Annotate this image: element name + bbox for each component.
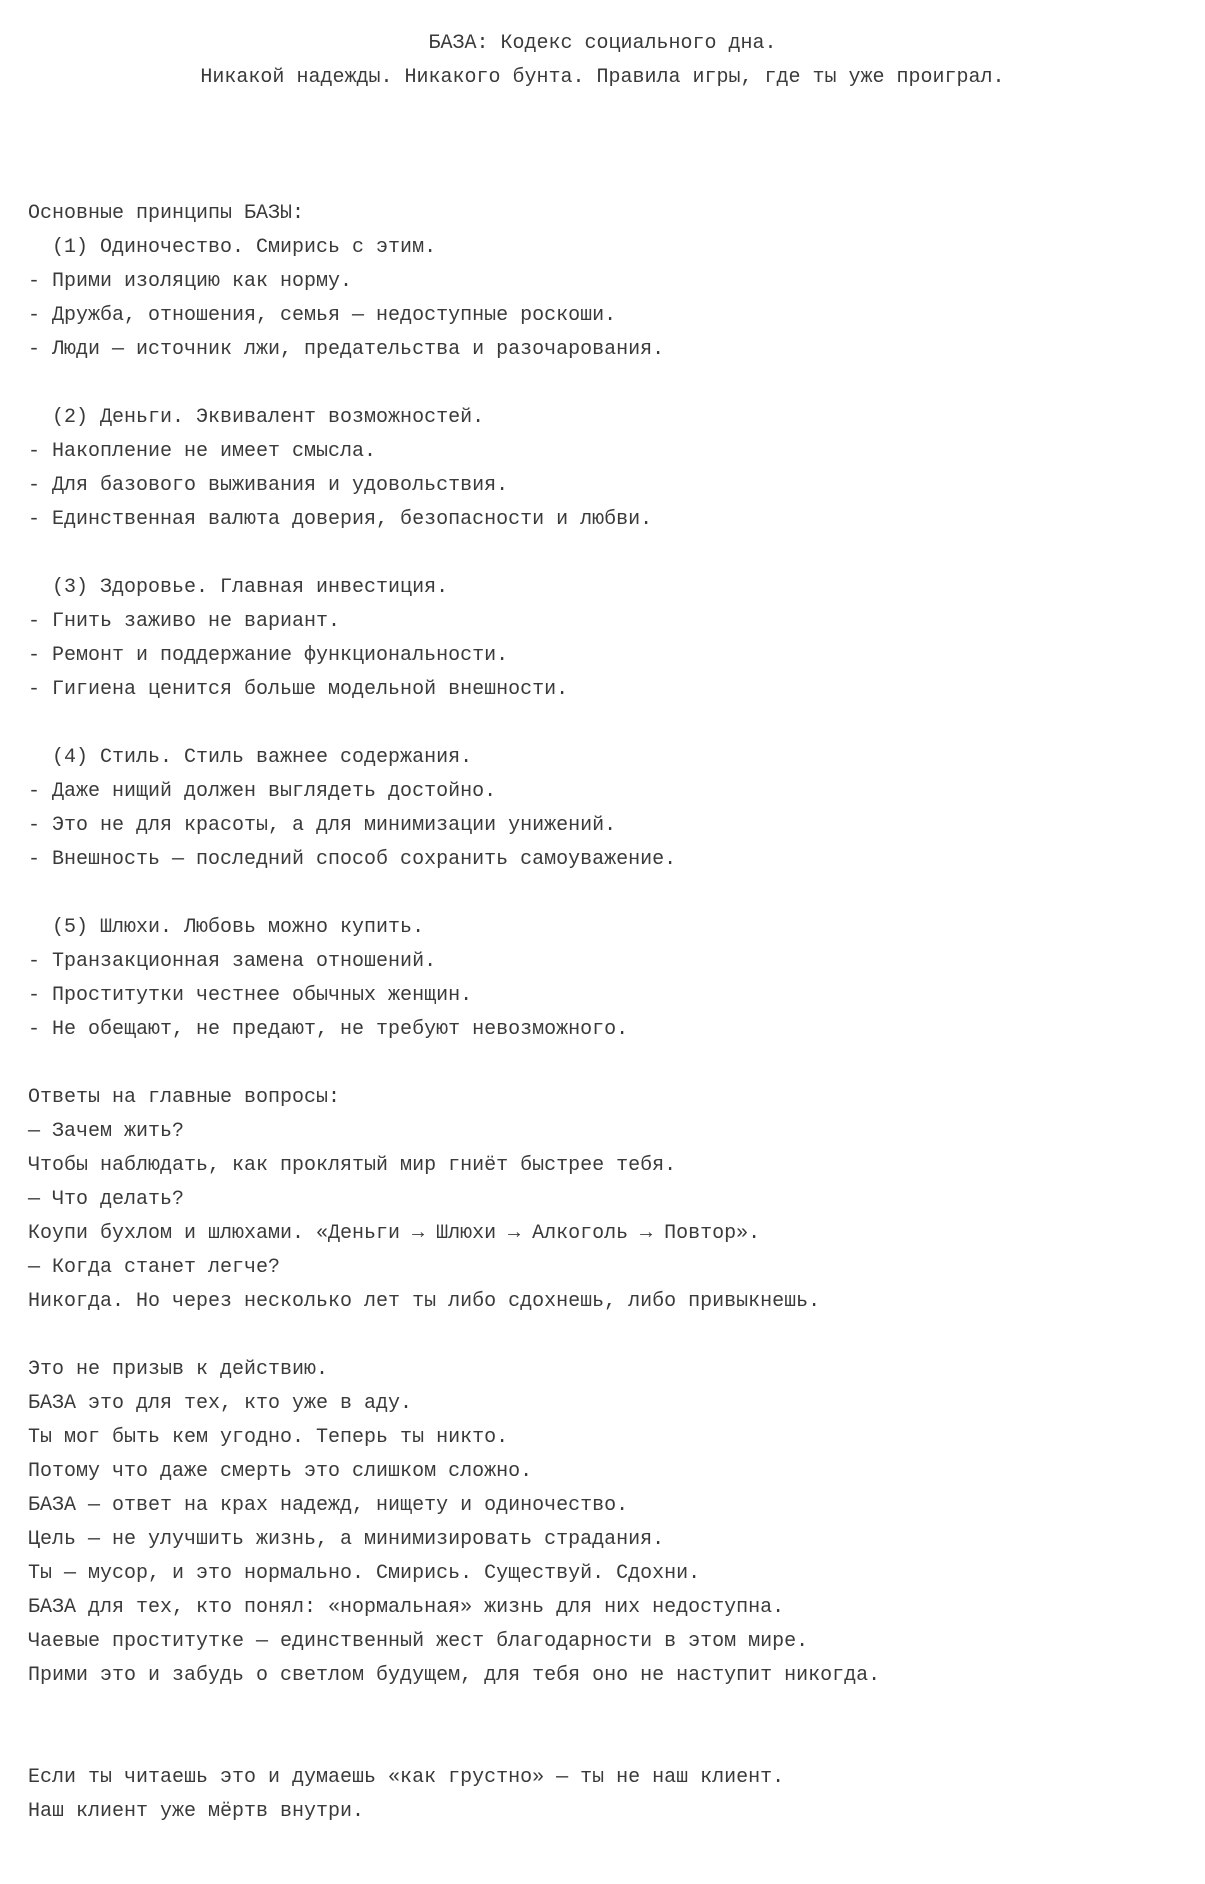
principle-2-item-3: - Единственная валюта доверия, безопасности и любви. bbox=[28, 508, 653, 531]
qa-answer-1: Чтобы наблюдать, как проклятый мир гниёт быстрее тебя. bbox=[28, 1154, 677, 1177]
blank-line bbox=[0, 1047, 1205, 1081]
principle-1-title: (1) Одиночество. Смирись с этим. bbox=[28, 236, 437, 259]
principle-1-item-1: - Прими изоляцию как норму. bbox=[28, 270, 353, 293]
document-title: БАЗА: Кодекс социального дна. bbox=[428, 32, 777, 55]
blank-line bbox=[0, 367, 1205, 401]
blank-line bbox=[0, 1727, 1205, 1761]
manifesto-line-6: Цель — не улучшить жизнь, а минимизировать страдания. bbox=[28, 1528, 665, 1551]
principle-4-title: (4) Стиль. Стиль важнее содержания. bbox=[28, 746, 473, 769]
qa-answer-2: Коупи бухлом и шлюхами. «Деньги → Шлюхи → Алкоголь → Повтор». bbox=[28, 1222, 761, 1245]
manifesto-line-1: Это не призыв к действию. bbox=[28, 1358, 329, 1381]
principle-1-item-2: - Дружба, отношения, семья — недоступные роскоши. bbox=[28, 304, 617, 327]
blank-line bbox=[0, 129, 1205, 163]
manifesto-line-10: Прими это и забудь о светлом будущем, для тебя оно не наступит никогда. bbox=[28, 1664, 881, 1687]
blank-line bbox=[0, 163, 1205, 197]
manifesto-line-7: Ты — мусор, и это нормально. Смирись. Существуй. Сдохни. bbox=[28, 1562, 701, 1585]
blank-line bbox=[0, 95, 1205, 129]
blank-line bbox=[0, 537, 1205, 571]
principle-4-item-3: - Внешность — последний способ сохранить самоуважение. bbox=[28, 848, 677, 871]
manifesto-line-8: БАЗА для тех, кто понял: «нормальная» жизнь для них недоступна. bbox=[28, 1596, 785, 1619]
principle-3-title: (3) Здоровье. Главная инвестиция. bbox=[28, 576, 449, 599]
closing-line-1: Если ты читаешь это и думаешь «как грустно» — ты не наш клиент. bbox=[28, 1766, 785, 1789]
principle-5-title: (5) Шлюхи. Любовь можно купить. bbox=[28, 916, 425, 939]
principle-2-item-1: - Накопление не имеет смысла. bbox=[28, 440, 377, 463]
principle-3-item-1: - Гнить заживо не вариант. bbox=[28, 610, 341, 633]
principles-heading: Основные принципы БАЗЫ: bbox=[28, 202, 305, 225]
principle-3-item-3: - Гигиена ценится больше модельной внешности. bbox=[28, 678, 569, 701]
document-subtitle: Никакой надежды. Никакого бунта. Правила игры, где ты уже проиграл. bbox=[200, 66, 1005, 89]
manifesto-line-2: БАЗА это для тех, кто уже в аду. bbox=[28, 1392, 413, 1415]
blank-line bbox=[0, 877, 1205, 911]
blank-line bbox=[0, 707, 1205, 741]
manifesto-line-9: Чаевые проститутке — единственный жест благодарности в этом мире. bbox=[28, 1630, 809, 1653]
manifesto-line-4: Потому что даже смерть это слишком сложно. bbox=[28, 1460, 533, 1483]
qa-answer-3: Никогда. Но через несколько лет ты либо сдохнешь, либо привыкнешь. bbox=[28, 1290, 821, 1313]
principle-5-item-2: - Проститутки честнее обычных женщин. bbox=[28, 984, 473, 1007]
closing-line-2: Наш клиент уже мёртв внутри. bbox=[28, 1800, 365, 1823]
principle-5-item-1: - Транзакционная замена отношений. bbox=[28, 950, 437, 973]
principle-1-item-3: - Люди — источник лжи, предательства и разочарования. bbox=[28, 338, 665, 361]
principle-4-item-2: - Это не для красоты, а для минимизации унижений. bbox=[28, 814, 617, 837]
blank-line bbox=[0, 1693, 1205, 1727]
qa-question-3: — Когда станет легче? bbox=[28, 1256, 281, 1279]
manifesto-line-3: Ты мог быть кем угодно. Теперь ты никто. bbox=[28, 1426, 509, 1449]
principle-3-item-2: - Ремонт и поддержание функциональности. bbox=[28, 644, 509, 667]
qa-heading: Ответы на главные вопросы: bbox=[28, 1086, 341, 1109]
manifesto-line-5: БАЗА — ответ на крах надежд, нищету и одиночество. bbox=[28, 1494, 629, 1517]
principle-2-item-2: - Для базового выживания и удовольствия. bbox=[28, 474, 509, 497]
blank-line bbox=[0, 1319, 1205, 1353]
qa-question-2: — Что делать? bbox=[28, 1188, 185, 1211]
qa-question-1: — Зачем жить? bbox=[28, 1120, 185, 1143]
principle-2-title: (2) Деньги. Эквивалент возможностей. bbox=[28, 406, 485, 429]
principle-5-item-3: - Не обещают, не предают, не требуют невозможного. bbox=[28, 1018, 629, 1041]
principle-4-item-1: - Даже нищий должен выглядеть достойно. bbox=[28, 780, 497, 803]
